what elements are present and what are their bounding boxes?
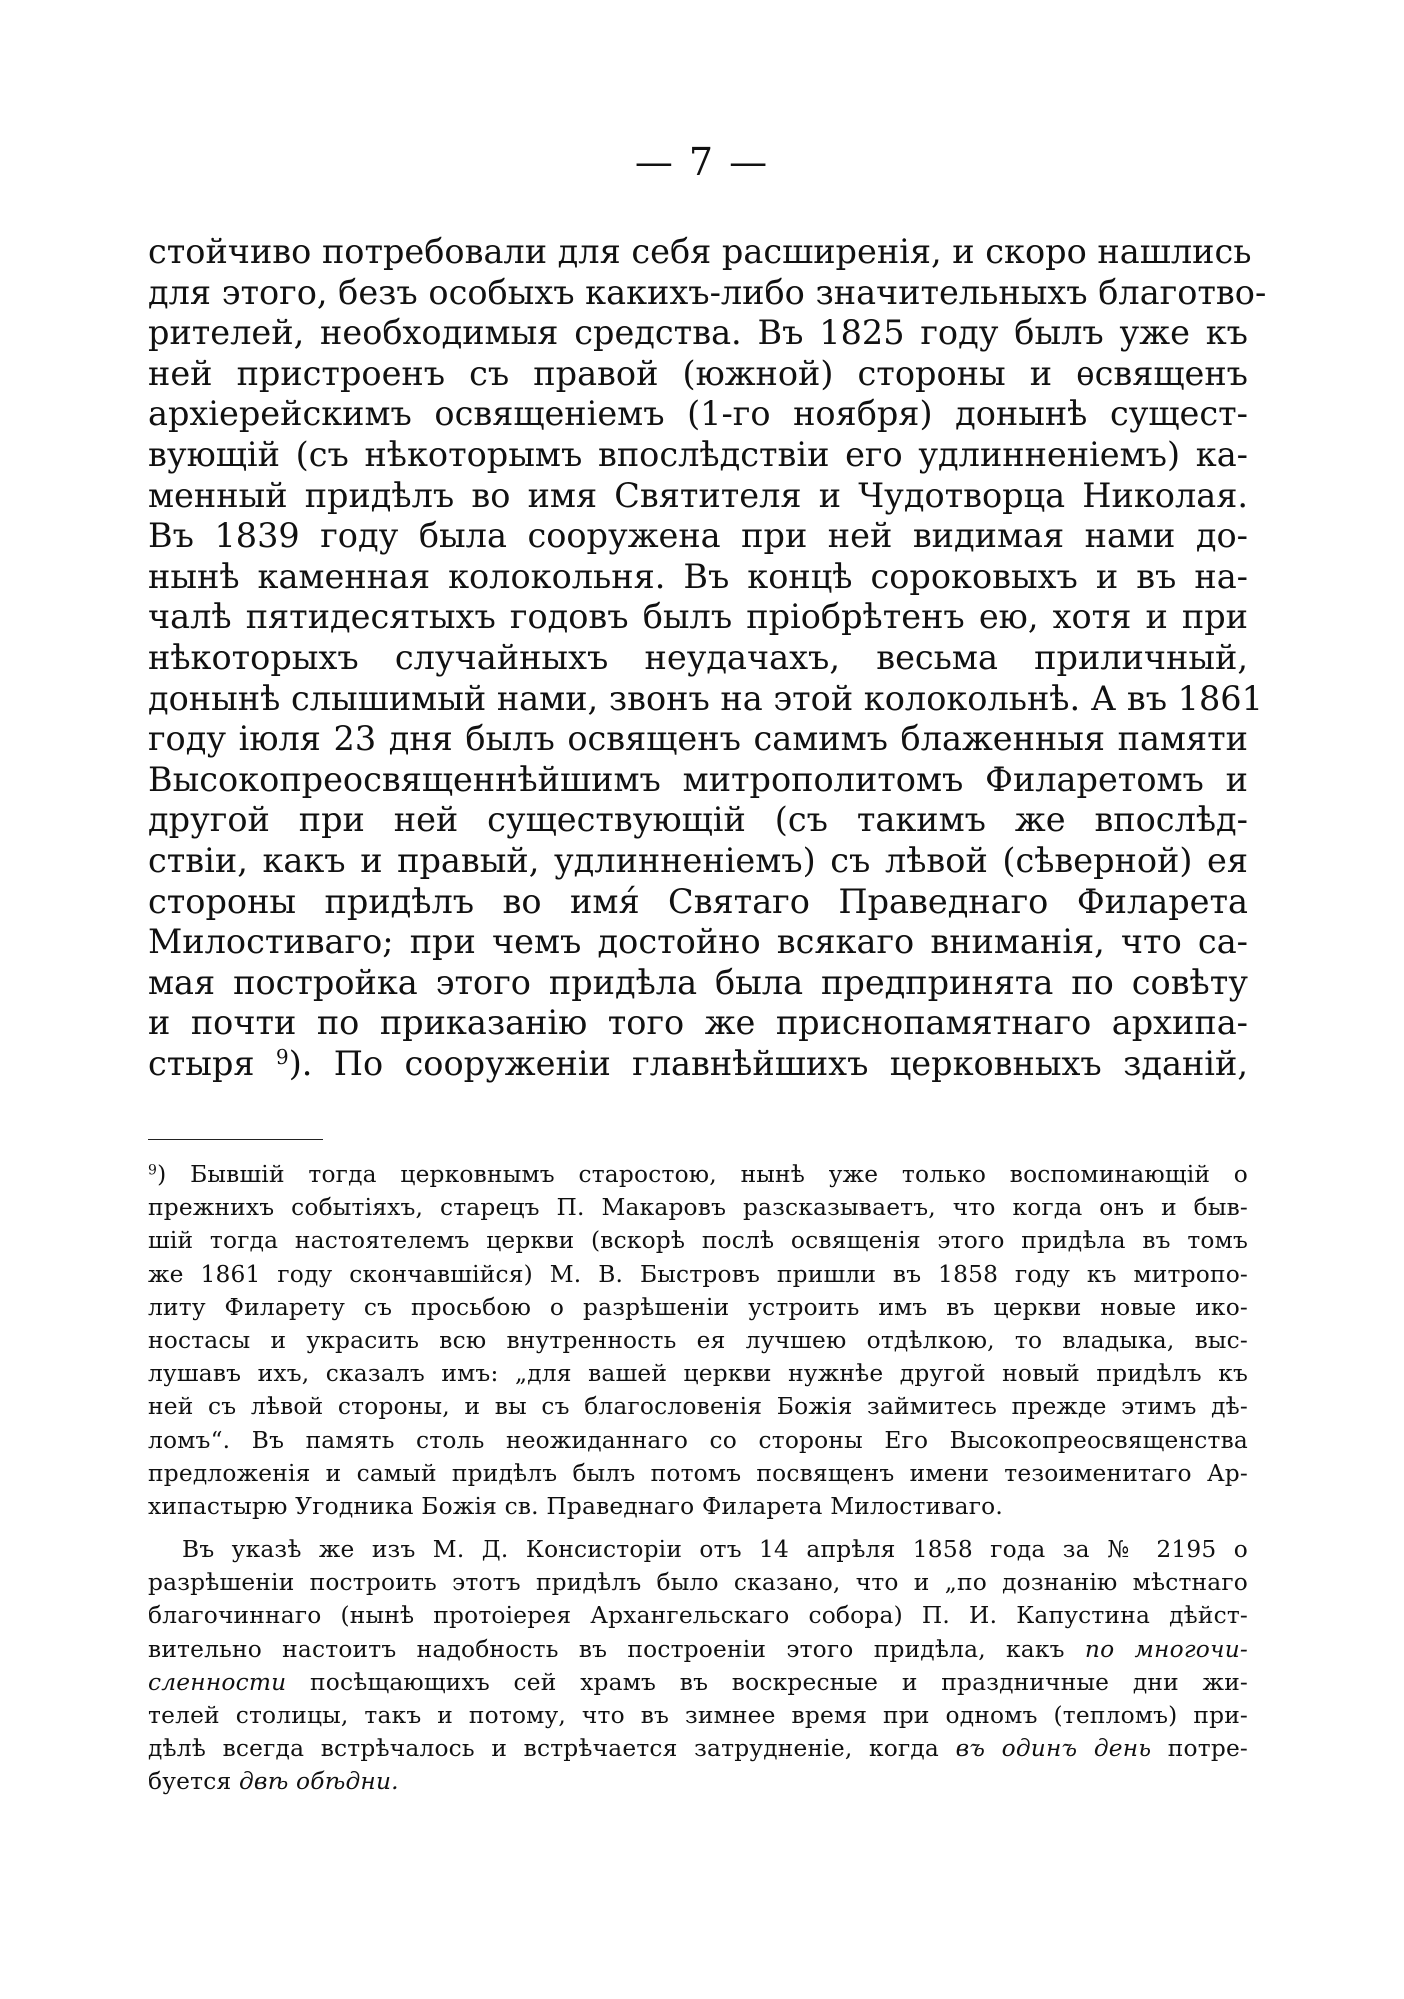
text-line: мая постройка этого придѣла была предпринята по совѣту bbox=[148, 962, 1248, 1002]
page-number: — 7 — bbox=[634, 140, 770, 184]
text-line: и почти по приказанію того же приснопамятнаго архипа- bbox=[148, 1003, 1248, 1043]
text-line: рителей, необходимыя средства. Въ 1825 году былъ уже къ bbox=[148, 313, 1248, 353]
footnote-line bbox=[148, 1666, 1248, 1699]
footnote-reference[interactable]: 9 bbox=[275, 1044, 289, 1069]
text-line: чалѣ пятидесятыхъ годовъ былъ пріобрѣтенъ ею, хотя и при bbox=[148, 597, 1248, 637]
text-line: донынѣ слышимый нами, звонъ на этой колокольнѣ. А въ 1861 bbox=[148, 678, 1263, 718]
text-line: Въ 1839 году была сооружена при ней видимая нами до- bbox=[148, 516, 1248, 556]
footnote-line: ломъ“. Въ память столь неожиданнаго со стороны Его Высокопреосвященства bbox=[148, 1426, 1248, 1454]
footnotes bbox=[148, 1158, 1248, 1799]
footnote-line bbox=[148, 1765, 1248, 1798]
footnote-line bbox=[148, 1633, 1248, 1666]
italic-segment: сленности bbox=[148, 1668, 287, 1696]
paragraph-gap bbox=[148, 1523, 1248, 1533]
footnote-line: ностасы и украсить всю внутренность ея лучшею отдѣлкою, то владыка, выс- bbox=[148, 1326, 1248, 1354]
text-line: нѣкоторыхъ случайныхъ неудачахъ, весьма приличный, bbox=[148, 637, 1248, 677]
footnote-line: разрѣшеніи построить этотъ придѣлъ было сказано, что и „по дознанію мѣстнаго bbox=[148, 1569, 1248, 1597]
italic-segment: по многочи- bbox=[1084, 1635, 1248, 1663]
text-line: Высокопреосвященнѣйшимъ митрополитомъ Филаретомъ и bbox=[148, 759, 1248, 799]
text-segment: потре- bbox=[1151, 1735, 1249, 1763]
text-segment: стыря bbox=[148, 1043, 276, 1083]
footnote-line: ней съ лѣвой стороны, и вы съ благословенія Божія займитесь прежде этимъ дѣ- bbox=[148, 1393, 1248, 1421]
text-segment: посѣщающихъ сей храмъ въ воскресные и праздничные дни жи- bbox=[286, 1668, 1248, 1696]
text-line: Милостиваго; при чемъ достойно всякаго вниманія, что са- bbox=[148, 922, 1248, 962]
footnote-line: литу Филарету съ просьбою о разрѣшеніи устроить имъ въ церкви новые ико- bbox=[148, 1293, 1248, 1321]
text-segment: ). По сооруженіи главнѣйшихъ церковныхъ зданій, bbox=[288, 1043, 1248, 1083]
footnote-line: же 1861 году скончавшійся) М. В. Быстровъ пришли въ 1858 году къ митропо- bbox=[148, 1260, 1248, 1288]
italic-segment: двѣ обѣдни. bbox=[238, 1768, 399, 1796]
footnote-divider bbox=[148, 1139, 323, 1140]
text-line: нынѣ каменная колокольня. Въ концѣ сороковыхъ и въ на- bbox=[148, 556, 1248, 596]
text-line: вующій (съ нѣкоторымъ впослѣдствіи его удлинненіемъ) ка- bbox=[148, 434, 1248, 474]
text-line: менный придѣлъ во имя Святителя и Чудотворца Николая. bbox=[148, 475, 1248, 515]
footnote-line: телей столицы, такъ и потому, что въ зимнее время при одномъ (тепломъ) при- bbox=[148, 1702, 1248, 1729]
main-text bbox=[148, 232, 1267, 1084]
text-segment: ) Бывшій тогда церковнымъ старостою, нынѣ уже только воспоминающій о bbox=[157, 1161, 1248, 1188]
footnote-line: хипастырю Угодника Божія св. Праведнаго Филарета Милостиваго. bbox=[148, 1492, 1003, 1520]
footnote-line bbox=[148, 1732, 1248, 1765]
footnote-line: шій тогда настоятелемъ церкви (вскорѣ послѣ освященія этого придѣла въ томъ bbox=[148, 1227, 1248, 1255]
text-segment: вительно настоитъ надобность въ построеніи этого придѣла, какъ bbox=[148, 1635, 1085, 1663]
footnote-line: лушавъ ихъ, сказалъ имъ: „для вашей церкви нужнѣе другой новый придѣлъ къ bbox=[148, 1360, 1248, 1388]
text-line: стороны придѣлъ во имя́ Святаго Праведнаго Филарета bbox=[148, 881, 1248, 921]
footnote-line bbox=[148, 1158, 1248, 1191]
footnote-line: прежнихъ событіяхъ, старецъ П. Макаровъ разсказываетъ, что когда онъ и быв- bbox=[148, 1194, 1248, 1222]
text-segment: буется bbox=[148, 1768, 239, 1796]
text-line-last bbox=[148, 1044, 1248, 1085]
italic-segment: въ одинъ день bbox=[955, 1735, 1152, 1763]
text-line: стойчиво потребовали для себя расширенія, и скоро нашлись bbox=[148, 232, 1252, 271]
footnote-line: предложенія и самый придѣлъ былъ потомъ посвященъ имени тезоименитаго Ар- bbox=[148, 1459, 1248, 1487]
text-line: ней пристроенъ съ правой (южной) стороны и ѳсвященъ bbox=[148, 353, 1248, 393]
footnote-marker: 9 bbox=[148, 1162, 158, 1179]
text-line: другой при ней существующій (съ такимъ же впослѣд- bbox=[148, 800, 1248, 840]
text-line: ствіи, какъ и правый, удлинненіемъ) съ лѣвой (сѣверной) ея bbox=[148, 840, 1248, 880]
footnote-line: благочиннаго (нынѣ протоіерея Архангельскаго собора) П. И. Капустина дѣйст- bbox=[148, 1602, 1248, 1630]
text-segment: дѣлѣ всегда встрѣчалось и встрѣчается затрудненіе, когда bbox=[148, 1735, 956, 1763]
text-line: архіерейскимъ освященіемъ (1-го ноября) донынѣ сущест- bbox=[148, 394, 1248, 434]
footnote-line: Въ указѣ же изъ М. Д. Консисторіи отъ 14 апрѣля 1858 года за № 2195 о bbox=[182, 1536, 1248, 1564]
text-line: для этого, безъ особыхъ какихъ-либо значительныхъ благотво- bbox=[148, 272, 1267, 312]
text-line: году іюля 23 дня былъ освященъ самимъ блаженныя памяти bbox=[148, 719, 1248, 759]
